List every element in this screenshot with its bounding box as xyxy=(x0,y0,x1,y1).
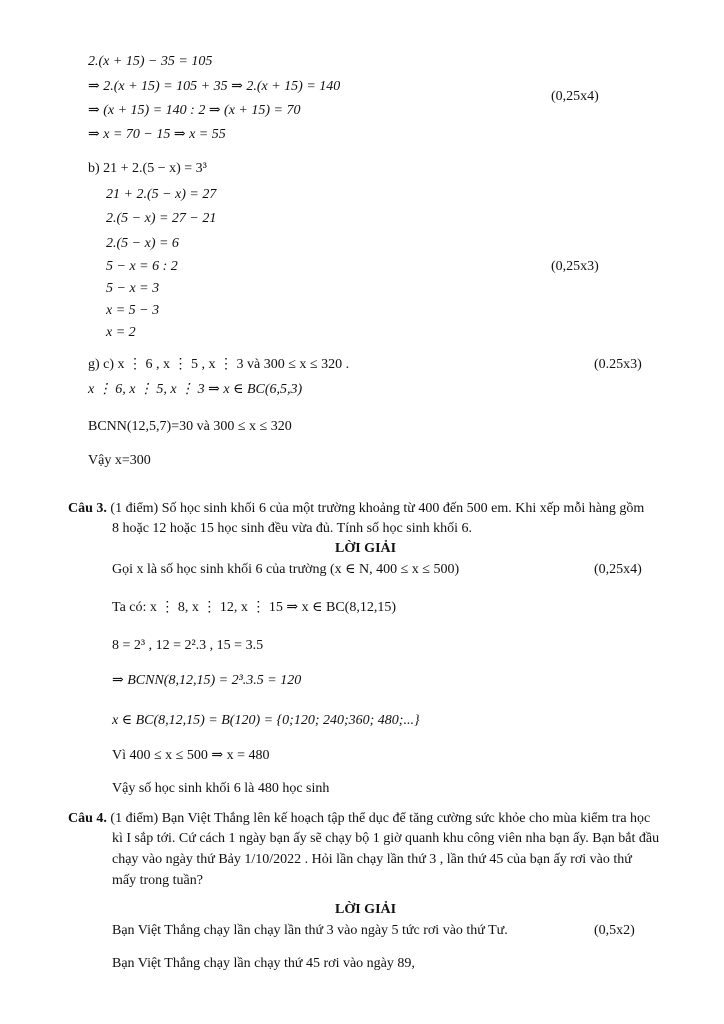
part-b-line-5: 5 − x = 6 : 2 xyxy=(106,259,178,274)
part-b-line-2: 21 + 2.(5 − x) = 27 xyxy=(106,187,217,202)
part-c-score: (0.25x3) xyxy=(594,357,642,372)
cau3-line-5: x ∈ BC(8,12,15) = B(120) = {0;120; 240;360; 480;...} xyxy=(112,713,420,728)
part-c-line-3: BCNN(12,5,7)=30 và 300 ≤ x ≤ 320 xyxy=(88,419,292,434)
cau4-question-line-4: mấy trong tuần? xyxy=(112,873,203,888)
part-c-line-4: Vậy x=300 xyxy=(88,453,151,468)
part-a-line-4: ⇒ x = 70 − 15 ⇒ x = 55 xyxy=(88,127,226,142)
cau3-line-3: 8 = 2³ , 12 = 2².3 , 15 = 3.5 xyxy=(112,638,264,653)
part-b-line-6: 5 − x = 3 xyxy=(106,281,160,296)
part-b-line-3: 2.(5 − x) = 27 − 21 xyxy=(106,211,217,226)
cau3-line-1: Gọi x là số học sinh khối 6 của trường (x ∈ N, 400 ≤ x ≤ 500) xyxy=(112,562,460,577)
cau3-question-line-1 xyxy=(68,500,644,518)
cau4-label: Câu 4. xyxy=(68,811,107,826)
part-b-score: (0,25x3) xyxy=(551,259,599,274)
cau4-line-2: Bạn Việt Thắng chạy lần chạy thứ 45 rơi vào ngày 89, xyxy=(112,956,415,971)
part-b-line-7: x = 5 − 3 xyxy=(106,303,160,318)
part-c-line-2: x ⋮ 6, x ⋮ 5, x ⋮ 3 ⇒ x ∈ BC(6,5,3) xyxy=(88,382,303,397)
part-a-line-3: ⇒ (x + 15) = 140 : 2 ⇒ (x + 15) = 70 xyxy=(88,103,301,118)
cau3-line-2: Ta có: x ⋮ 8, x ⋮ 12, x ⋮ 15 ⇒ x ∈ BC(8,12,15) xyxy=(112,600,396,615)
cau4-question-line-2: kì I sắp tới. Cứ cách 1 ngày bạn ấy sẽ chạy bộ 1 giờ quanh khu công viên nha bạn ấy. Bạn bắt đầu xyxy=(112,831,660,846)
cau3-label: Câu 3. xyxy=(68,501,107,516)
cau3-line-4: ⇒ BCNN(8,12,15) = 2³.3.5 = 120 xyxy=(112,673,302,688)
cau4-score: (0,5x2) xyxy=(594,923,635,938)
cau4-question-line-1 xyxy=(68,810,650,828)
part-b-line-4: 2.(5 − x) = 6 xyxy=(106,236,179,251)
part-a-line-1: 2.(x + 15) − 35 = 105 xyxy=(88,54,213,69)
cau4-question-line-3: chạy vào ngày thứ Bảy 1/10/2022 . Hỏi lần chạy lần thứ 3 , lần thứ 45 của bạn ấy rơi vào thứ xyxy=(112,852,632,867)
part-a-score: (0,25x4) xyxy=(551,89,599,104)
cau3-line-6: Vì 400 ≤ x ≤ 500 ⇒ x = 480 xyxy=(112,748,270,763)
cau4-question-text-1: (1 điểm) Bạn Việt Thắng lên kế hoạch tập thể dục để tăng cường sức khỏe cho mùa kiểm tra học xyxy=(110,811,651,826)
cau3-solution-title: LỜI GIẢI xyxy=(335,541,397,556)
cau3-question-text-1: (1 điểm) Số học sinh khối 6 của một trường khoảng từ 400 đến 500 em. Khi xếp mỗi hàng gồm xyxy=(110,501,645,516)
part-b-line-1: b) 21 + 2.(5 − x) = 3³ xyxy=(88,161,207,176)
cau4-solution-title: LỜI GIẢI xyxy=(335,902,397,917)
cau3-line-7: Vậy số học sinh khối 6 là 480 học sinh xyxy=(112,781,330,796)
cau4-line-1: Bạn Việt Thắng chạy lần chạy lần thứ 3 vào ngày 5 tức rơi vào thứ Tư. xyxy=(112,923,508,938)
cau3-score: (0,25x4) xyxy=(594,562,642,577)
part-b-line-8: x = 2 xyxy=(106,325,136,340)
part-c-line-1: g) c) x ⋮ 6 , x ⋮ 5 , x ⋮ 3 và 300 ≤ x ≤ 320 . xyxy=(88,357,350,372)
cau3-question-line-2: 8 hoặc 12 hoặc 15 học sinh đều vừa đủ. Tính số học sinh khối 6. xyxy=(112,521,473,536)
part-a-line-2: ⇒ 2.(x + 15) = 105 + 35 ⇒ 2.(x + 15) = 140 xyxy=(88,79,341,94)
